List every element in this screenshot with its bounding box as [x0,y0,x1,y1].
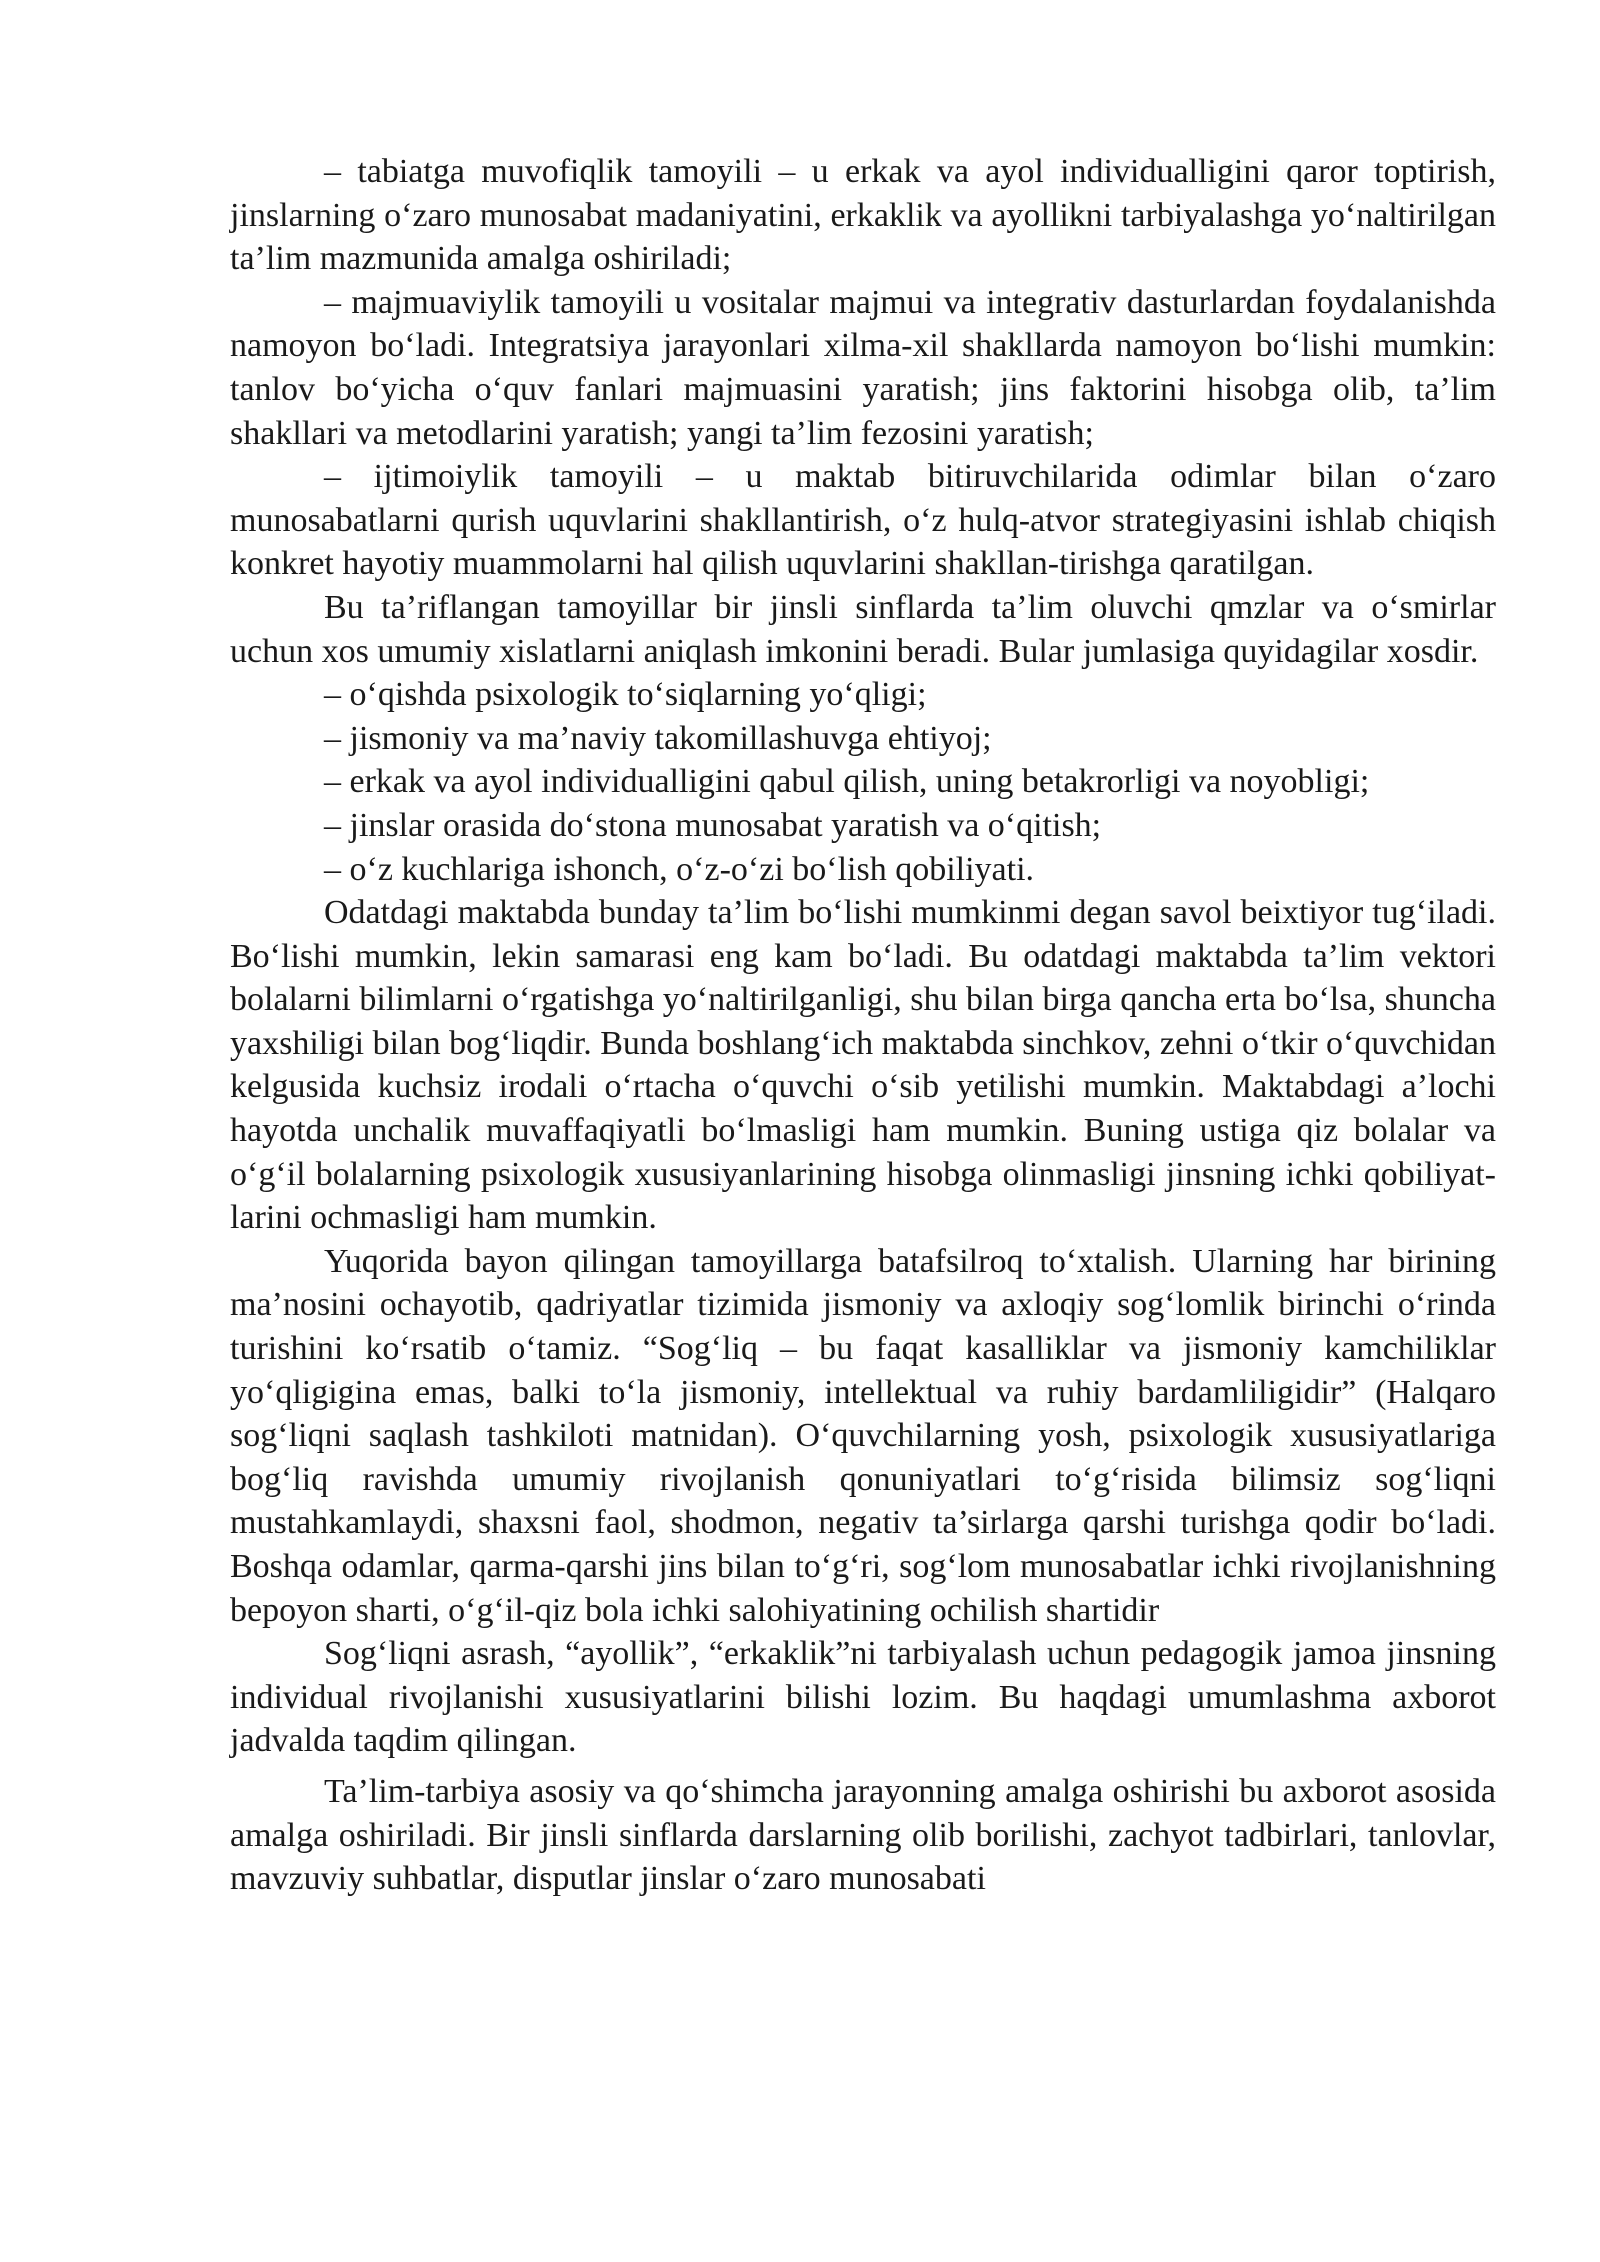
list-item: – o‘qishda psixologik to‘siqlarning yo‘qligi; [324,676,927,714]
list-item: – erkak va ayol individualligini qabul qilish, uning betakrorligi va noyobligi; [324,763,1370,801]
paragraph-ordinary-school: Odatdagi maktabda bunday ta’lim bo‘lishi mumkinmi degan savol beixtiyor tug‘iladi. Bo‘lishi mumkin, lekin samarasi eng kam bo‘ladi. Bu odatdagi maktabda ta’lim vektori bolalarni bilimlarni o‘rgatishga yo‘naltirilganligi, shu bilan birga qancha erta bo‘lsa, shuncha yaxshiligi bilan bog‘liqdir. Bunda boshlang‘ich maktabda sinchkov, zehni o‘tkir o‘quvchidan kelgusida kuchsiz irodali o‘rtacha o‘quvchi o‘sib yetilishi mumkin. Maktabdagi a’lochi hayotda unchalik muvaffaqiyatli bo‘lmasligi ham mumkin. Buning ustiga qiz bolalar va o‘g‘il bolalarning psixologik xususiyanlarining hisobga olinmasligi jinsning ichki qobiliyat-larini ochmasligi ham mumkin. [230,894,1496,1237]
paragraph-complexity-principle: – majmuaviylik tamoyili u vositalar majmui va integrativ dasturlardan foydalanishda namoyon bo‘ladi. Integratsiya jarayonlari xilma-xil shakllarda namoyon bo‘lishi mumkin: tanlov bo‘yicha o‘quv fanlari majmuasini yaratish; jins faktorini hisobga olib, ta’lim shakllari va metodlarini yaratish; yangi ta’lim fezosini yaratish; [230,283,1496,452]
list-item: – o‘z kuchlariga ishonch, o‘z-o‘zi bo‘lish qobiliyati. [324,850,1035,888]
paragraph-health-values: Yuqorida bayon qilingan tamoyillarga batafsilroq to‘xtalish. Ularning har birining ma’nosini ochayotib, qadriyatlar tizimida jismoniy va axloqiy sog‘lomlik birinchi o‘rinda turishini ko‘rsatib o‘tamiz. “Sog‘liq – bu faqat kasalliklar va jismoniy kamchiliklar yo‘qligigina emas, balki to‘la jismoniy, intellektual va ruhiy bardamliligidir” (Halqaro sog‘liqni saqlash tashkiloti matnidan). O‘quvchilarning yosh, psixologik xususiyatlariga bog‘liq ravishda umumiy rivojlanish qonuniyatlari to‘g‘risida bilimsiz sog‘liqni mustahkamlaydi, shaxsni faol, shodmon, negativ ta’sirlarga qarshi turishga qodir bo‘ladi. Boshqa odamlar, qarma-qarshi jins bilan to‘g‘ri, sog‘lom munosabatlar ichki rivojlanishning bepoyon sharti, o‘g‘il-qiz bola ichki salohiyatining ochilish shartidir [230,1242,1496,1629]
document-page [230,150,1496,1901]
list-item: – jismoniy va ma’naviy takomillashuvga ehtiyoj; [324,719,992,757]
paragraph-social-principle: – ijtimoiylik tamoyili – u maktab bitiruvchilarida odimlar bilan o‘zaro munosabatlarni qurish uquvlarini shakllantirish, o‘z hulq-atvor strategiyasini ishlab chiqish konkret hayotiy muammolarni hal qilish uquvlarini shakllan-tirishga qaratilgan. [230,458,1496,583]
paragraph-educational-process: Ta’lim-tarbiya asosiy va qo‘shimcha jarayonning amalga oshirishi bu axborot asosida amalga oshiriladi. Bir jinsli sinflarda darslarning olib borilishi, zachyot tadbirlari, tanlovlar, mavzuviy suhbatlar, disputlar jinslar o‘zaro munosabati [230,1772,1496,1898]
paragraph-principles-summary: Bu ta’riflangan tamoyillar bir jinsli sinflarda ta’lim oluvchi qmzlar va o‘smirlar uchun xos umumiy xislatlarni aniqlash imkonini beradi. Bular jumlasiga quyidagilar xosdir. [230,588,1496,670]
list-item: – jinslar orasida do‘stona munosabat yaratish va o‘qitish; [324,806,1102,844]
paragraph-natural-conformity-principle: – tabiatga muvofiqlik tamoyili – u erkak va ayol individualligini qaror toptirish, jinslarning o‘zaro munosabat madaniyatini, erkaklik va ayollikni tarbiyalashga yo‘naltirilgan ta’lim mazmunida amalga oshiriladi; [230,153,1496,278]
paragraph-pedagogical-team: Sog‘liqni asrash, “ayollik”, “erkaklik”ni tarbiyalash uchun pedagogik jamoa jinsning individual rivojlanishi xususiyatlarini bilishi lozim. Bu haqdagi umumlashma axborot jadvalda taqdim qilingan. [230,1635,1496,1760]
